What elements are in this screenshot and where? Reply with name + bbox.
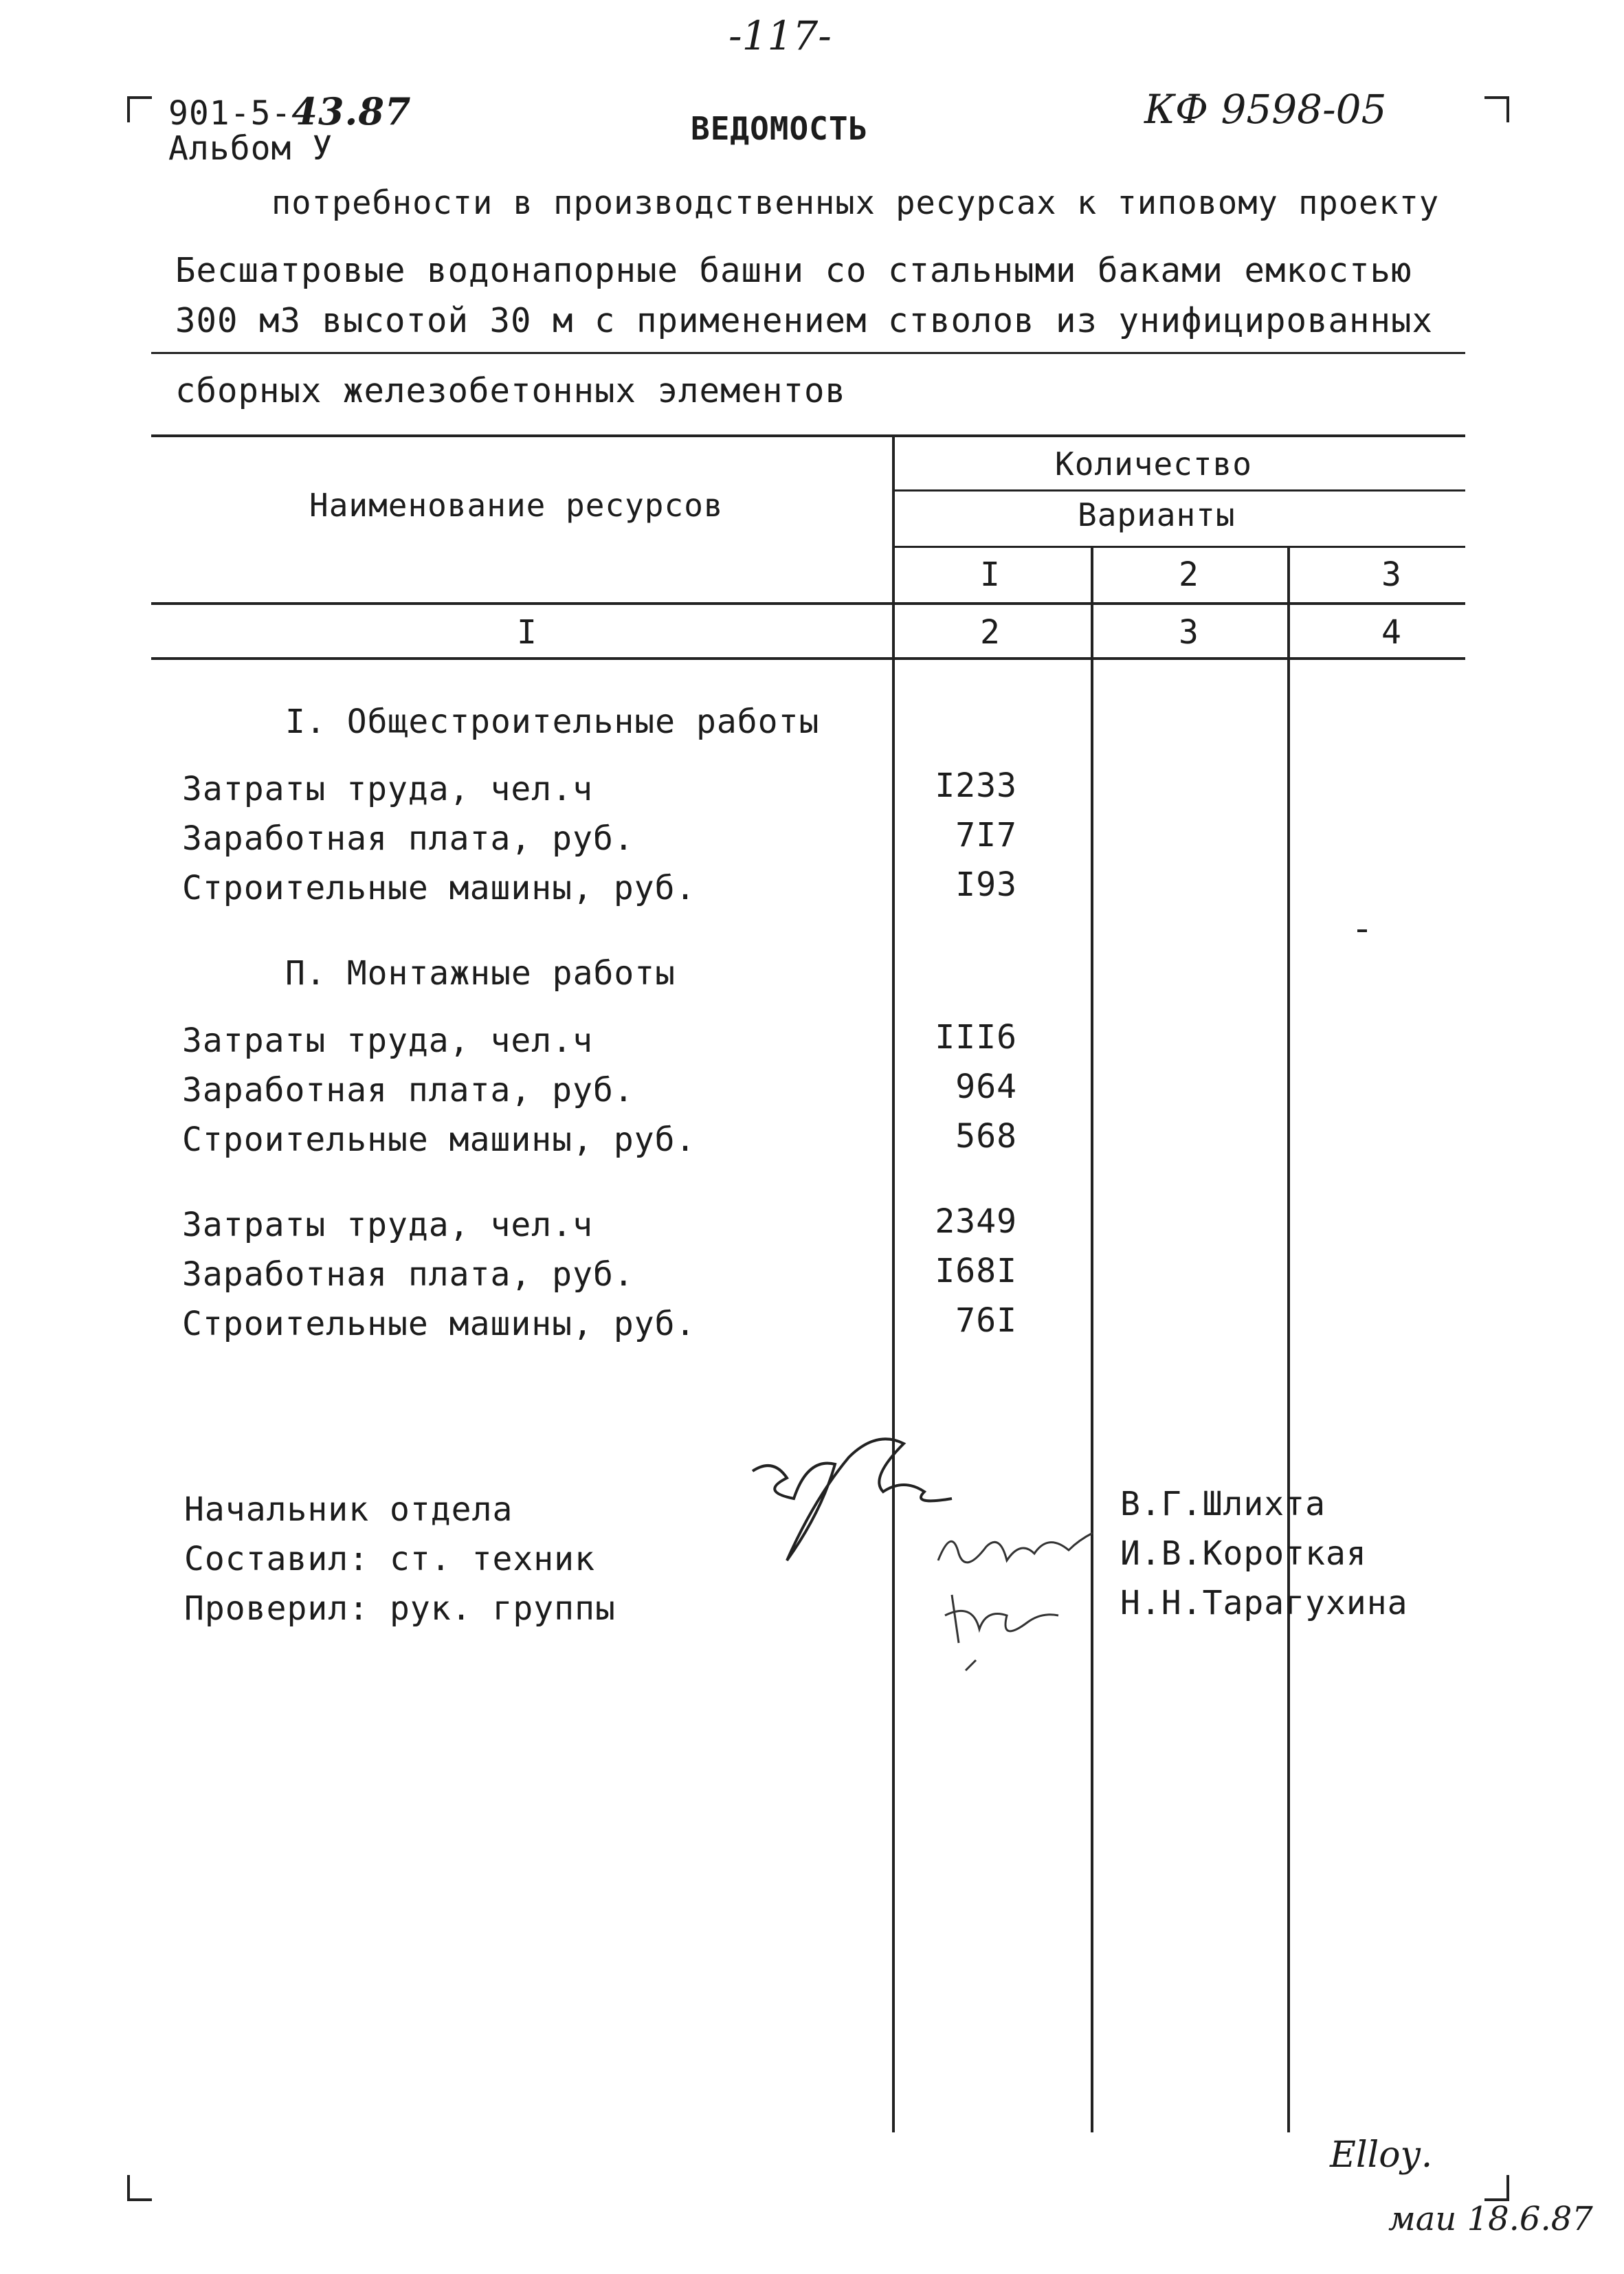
section-title: П. Монтажные работы bbox=[285, 954, 676, 993]
document-subtitle: потребности в производственных ресурсах к типовому проекту bbox=[271, 184, 1440, 222]
project-code-printed: 901-5- bbox=[168, 94, 292, 133]
corner-top-right bbox=[1484, 96, 1509, 122]
project-line-1: Бесшатровые водонапорные башни со стальными баками емкостью bbox=[175, 251, 1412, 290]
variants-header: Варианты bbox=[1078, 496, 1236, 533]
quantity-header: Количество bbox=[1055, 445, 1252, 483]
row-value: 964 bbox=[955, 1068, 1017, 1106]
corner-top-left bbox=[127, 96, 152, 122]
row-label: Заработная плата, руб. bbox=[182, 1255, 634, 1294]
column-number: 4 bbox=[1381, 613, 1402, 652]
row-label: Строительные машины, руб. bbox=[182, 869, 696, 907]
column-number: 2 bbox=[980, 613, 1001, 652]
row-value: I93 bbox=[955, 865, 1017, 904]
table-top-border bbox=[151, 434, 1465, 437]
row-value: I233 bbox=[935, 766, 1017, 805]
divider-project bbox=[151, 352, 1465, 354]
row-value: 568 bbox=[955, 1117, 1017, 1156]
stray-mark bbox=[1357, 929, 1367, 932]
variant-number: I bbox=[980, 555, 1001, 594]
row-label: Заработная плата, руб. bbox=[182, 819, 634, 858]
row-label: Затраты труда, чел.ч bbox=[182, 1022, 593, 1060]
row-value: 7I7 bbox=[955, 816, 1017, 854]
document-title: ВЕДОМОСТЬ bbox=[691, 110, 869, 147]
row-value: I68I bbox=[935, 1252, 1017, 1290]
resource-name-header: Наименование ресурсов bbox=[309, 487, 724, 524]
row-label: Затраты труда, чел.ч bbox=[182, 1206, 593, 1244]
signature-name: И.В.Короткая bbox=[1120, 1534, 1367, 1573]
signature-name: Н.Н.Тарагухина bbox=[1120, 1584, 1408, 1622]
quantity-header-underline bbox=[893, 489, 1465, 492]
footer-check-date: маи 18.6.87 bbox=[1388, 2200, 1593, 2238]
signature-role: Проверил: рук. группы bbox=[184, 1589, 616, 1628]
row-label: Строительные машины, руб. bbox=[182, 1121, 696, 1159]
project-line-2: 300 м3 высотой 30 м с применением стволов из унифицированных bbox=[175, 301, 1434, 340]
registration-number: КФ 9598-05 bbox=[1144, 86, 1387, 133]
project-line-3: сборных железобетонных элементов bbox=[175, 371, 847, 410]
corner-bottom-left bbox=[127, 2175, 152, 2201]
column-number: I bbox=[517, 613, 537, 652]
column-number: 3 bbox=[1179, 613, 1199, 652]
row-label: Строительные машины, руб. bbox=[182, 1305, 696, 1343]
section-title: I. Общестроительные работы bbox=[285, 703, 820, 741]
project-code bbox=[168, 89, 411, 133]
row-label: Затраты труда, чел.ч bbox=[182, 770, 593, 808]
variants-header-underline bbox=[893, 546, 1465, 548]
signature-name: В.Г.Шлихта bbox=[1120, 1485, 1326, 1523]
corner-bottom-right bbox=[1484, 2175, 1509, 2201]
signature-role: Составил: ст. техник bbox=[184, 1540, 595, 1578]
footer-check-mark: Ellоу. bbox=[1330, 2134, 1433, 2176]
row-label: Заработная плата, руб. bbox=[182, 1071, 634, 1110]
handwritten-signature-checker bbox=[938, 1574, 1076, 1677]
column-divider-3 bbox=[1287, 547, 1290, 2132]
page-number: -117- bbox=[728, 12, 832, 59]
variant-number: 3 bbox=[1381, 555, 1402, 594]
column-divider-2 bbox=[1091, 547, 1093, 2132]
row-value: III6 bbox=[935, 1018, 1017, 1057]
project-code-handwritten: 43.87 bbox=[291, 89, 412, 133]
row-value: 76I bbox=[955, 1301, 1017, 1340]
column-numbers-underline bbox=[151, 657, 1465, 660]
header-bottom-border bbox=[151, 602, 1465, 605]
album-label: Альбом У bbox=[168, 129, 333, 168]
signature-role: Начальник отдела bbox=[184, 1490, 513, 1529]
variant-number: 2 bbox=[1179, 555, 1199, 594]
row-value: 2349 bbox=[935, 1202, 1017, 1241]
